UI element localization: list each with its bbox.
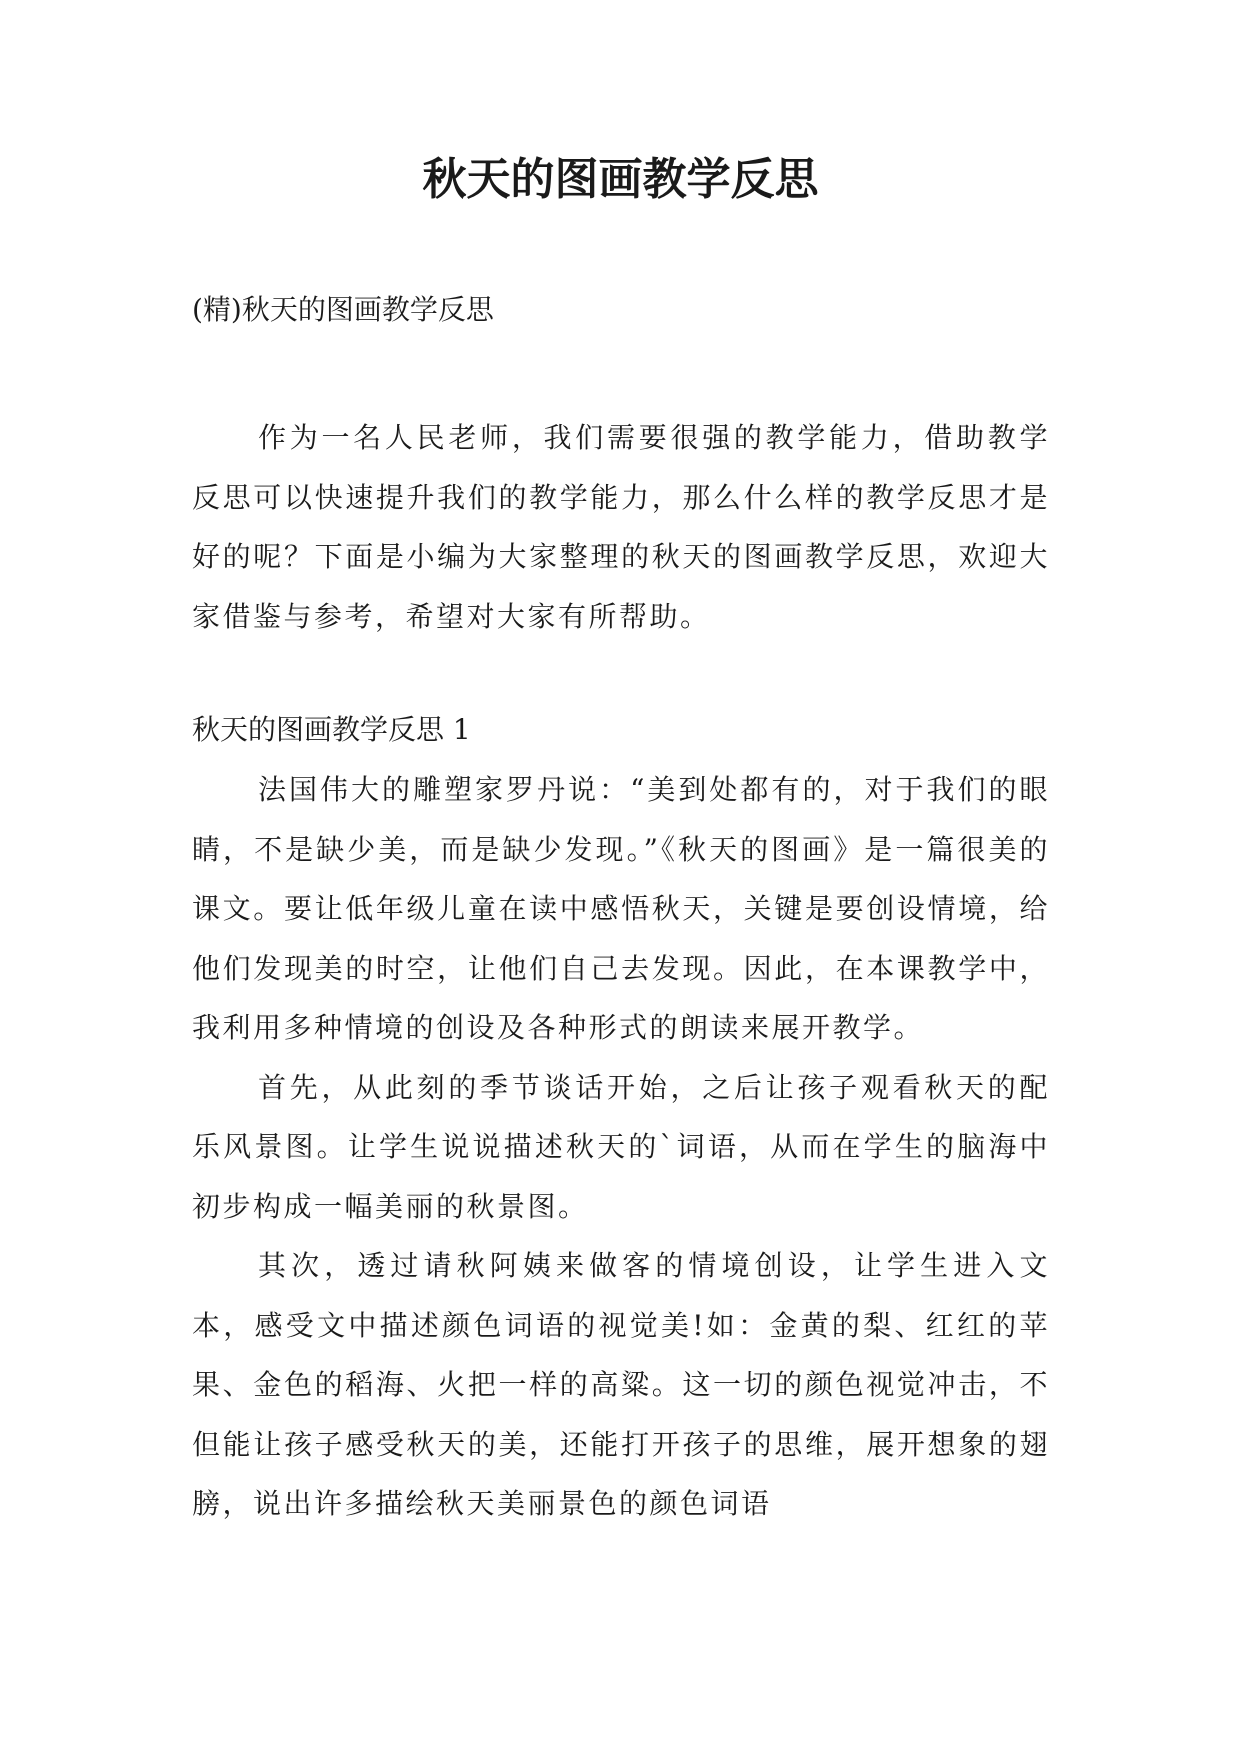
intro-paragraph: 作为一名人民老师，我们需要很强的教学能力，借助教学反思可以快速提升我们的教学能力，那么什么样的教学反思才是好的呢？下面是小编为大家整理的秋天的图画教学反思，欢迎大家借鉴与参考，希望对大家有所帮助。 — [192, 421, 1050, 633]
body-paragraph: 法国伟大的雕塑家罗丹说：“美到处都有的，对于我们的眼睛，不是缺少美，而是缺少发现。”《秋天的图画》是一篇很美的课文。要让低年级儿童在读中感悟秋天，关键是要创设情境，给他们发现美的时空，让他们自己去发现。因此，在本课教学中，我利用多种情境的创设及各种形式的朗读来展开教学。 — [192, 773, 1050, 1044]
document-title: 秋天的图画教学反思 — [422, 154, 819, 205]
body-paragraph: 其次，透过请秋阿姨来做客的情境创设，让学生进入文本，感受文中描述颜色词语的视觉美!如：金黄的梨、红红的苹果、金色的稻海、火把一样的高粱。这一切的颜色视觉冲击，不但能让孩子感受秋天的美，还能打开孩子的思维，展开想象的翅膀，说出许多描绘秋天美丽景色的颜色词语 — [192, 1249, 1050, 1520]
document-subtitle: (精)秋天的图画教学反思 — [192, 293, 494, 326]
section-heading: 秋天的图画教学反思 1 — [192, 713, 471, 746]
section-body — [192, 760, 1050, 1534]
body-paragraph: 首先，从此刻的季节谈话开始，之后让孩子观看秋天的配乐风景图。让学生说说描述秋天的`词语，从而在学生的脑海中初步构成一幅美丽的秋景图。 — [192, 1070, 1050, 1223]
